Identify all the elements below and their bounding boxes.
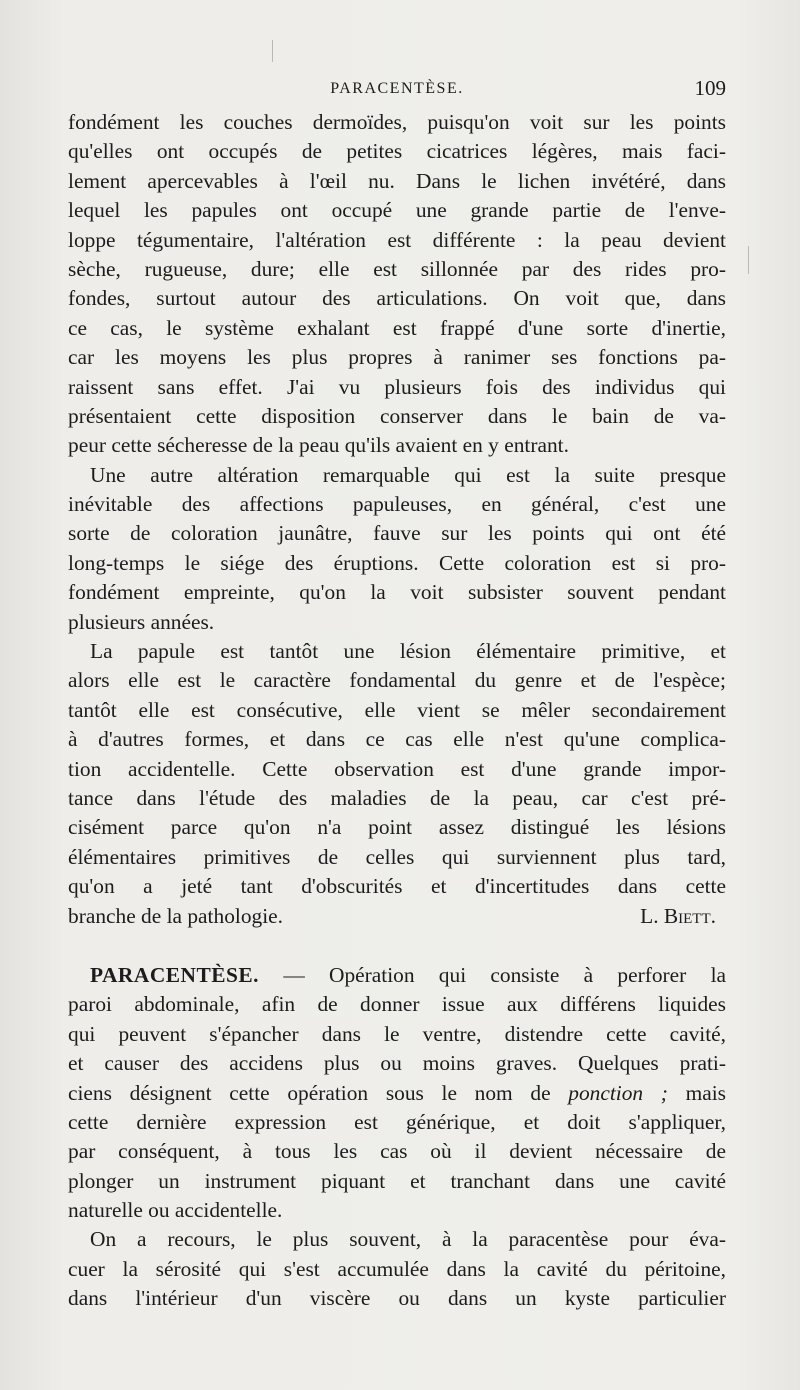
text-line: présentaient cette disposition conserver dans le bain de va- (68, 403, 726, 428)
text-line: dans l'intérieur d'un viscère ou dans un kyste particulier (68, 1286, 726, 1311)
running-head (68, 76, 726, 102)
text-line: par conséquent, à tous les cas où il devient nécessaire de (68, 1139, 726, 1164)
text-line: élémentaires primitives de celles qui surviennent plus tard, (68, 844, 726, 869)
paper-scratch-mark (748, 246, 749, 274)
entry-headword: PARACENTÈSE. (90, 962, 260, 987)
text-line: lement apercevables à l'œil nu. Dans le lichen invétéré, dans (68, 168, 726, 193)
text-line: lequel les papules ont occupé une grande partie de l'enve- (68, 198, 726, 223)
text-line: La papule est tantôt une lésion élémentaire primitive, et (90, 639, 726, 664)
text-line: tance dans l'étude des maladies de la peau, car c'est pré- (68, 785, 726, 810)
text-line: cisément parce qu'on n'a point assez distingué les lésions (68, 815, 726, 840)
page-number: 109 (694, 76, 726, 100)
text-line: Une autre altération remarquable qui est la suite presque (90, 462, 726, 487)
text-line: naturelle ou accidentelle. (68, 1198, 283, 1223)
entry-first-line (68, 961, 726, 990)
text-line: qu'on a jeté tant d'obscurités et d'incertitudes dans cette (68, 874, 726, 899)
text-line: raissent sans effet. J'ai vu plusieurs fois des individus qui (68, 374, 726, 399)
signature-line (68, 902, 726, 931)
text-line: et causer des accidens plus ou moins graves. Quelques prati- (68, 1051, 726, 1076)
text-line: tantôt elle est consécutive, elle vient se mêler secondairement (68, 697, 726, 722)
paper-scratch-mark (272, 40, 273, 62)
text-line: long-temps le siége des éruptions. Cette coloration est si pro- (68, 550, 726, 575)
text-line: qui peuvent s'épancher dans le ventre, distendre cette cavité, (68, 1021, 726, 1046)
paragraph-continuation (68, 108, 726, 461)
text-line: plonger un instrument piquant et tranchant dans une cavité (68, 1168, 726, 1193)
italic-term: ponction ; (568, 1080, 668, 1105)
text-line: cette dernière expression est générique, et doit s'appliquer, (68, 1109, 726, 1134)
text-line: fondément empreinte, qu'on la voit subsister souvent pendant (68, 580, 726, 605)
text-line: alors elle est le caractère fondamental du genre et de l'espèce; (68, 668, 726, 693)
text-line: sèche, rugueuse, dure; elle est sillonnée par des rides pro- (68, 256, 726, 281)
text-line: loppe tégumentaire, l'altération est différente : la peau devient (68, 227, 726, 252)
entry-first-line-text: — Opération qui consiste à perforer la (259, 962, 726, 987)
paragraph-recours (68, 1225, 726, 1313)
text-line: plusieurs années. (68, 609, 215, 634)
text-line: tion accidentelle. Cette observation est d'une grande impor- (68, 756, 726, 781)
text-line: ce cas, le système exhalant est frappé d'une sorte d'inertie, (68, 315, 726, 340)
text-line: inévitable des affections papuleuses, en général, c'est une (68, 492, 726, 517)
author-signature: L. Biett. (640, 903, 716, 928)
text-line-with-italic (68, 1079, 726, 1108)
section-gap (68, 931, 726, 961)
text-segment: ciens désignent cette opération sous le nom de (68, 1080, 569, 1105)
text-line: fondément les couches dermoïdes, puisqu'on voit sur les points (68, 110, 726, 134)
body-text (68, 108, 726, 1314)
entry-paracentese (68, 961, 726, 1226)
text-line: paroi abdominale, afin de donner issue aux différens liquides (68, 992, 726, 1017)
text-line: peur cette sécheresse de la peau qu'ils avaient en y entrant. (68, 433, 569, 458)
paragraph-papule (68, 637, 726, 931)
text-line: qu'elles ont occupés de petites cicatrices légères, mais faci- (68, 139, 726, 164)
text-line: à d'autres formes, et dans ce cas elle n'est qu'une complica- (68, 727, 726, 752)
text-line: cuer la sérosité qui s'est accumulée dans la cavité du péritoine, (68, 1256, 726, 1281)
paragraph-coloration (68, 461, 726, 637)
text-line: branche de la pathologie. (68, 903, 284, 928)
text-line: fondes, surtout autour des articulations. On voit que, dans (68, 286, 726, 311)
text-line: car les moyens les plus propres à ranimer ses fonctions pa- (68, 345, 726, 370)
text-line: sorte de coloration jaunâtre, fauve sur les points qui ont été (68, 521, 726, 546)
running-head-title: PARACENTÈSE. (330, 80, 464, 97)
text-segment: mais (667, 1080, 726, 1105)
text-line: On a recours, le plus souvent, à la paracentèse pour éva- (90, 1227, 726, 1252)
